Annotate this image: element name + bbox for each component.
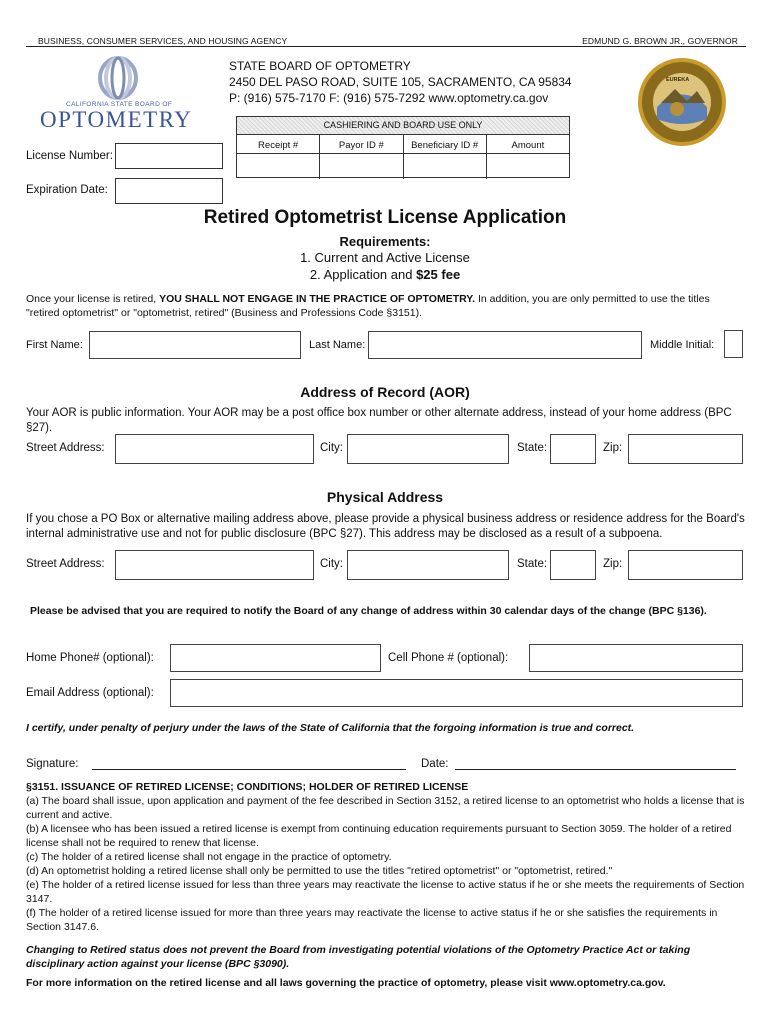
license-number-field[interactable] (115, 143, 223, 169)
cell-phone-field[interactable] (529, 644, 743, 672)
seal-motto: EUREKA (666, 77, 690, 83)
statute-e: (e) The holder of a retired license issued for less than three years may reactivate the license to active status if he or she meets the requirements of Section 3147. (26, 879, 745, 905)
physical-city-label: City: (320, 558, 343, 570)
aor-state-label: State: (517, 442, 548, 454)
cash-col-receipt: Receipt # (237, 135, 320, 179)
statute-section (26, 780, 746, 934)
board-info (229, 58, 572, 106)
seal-icon (637, 57, 727, 147)
statute-d: (d) An optometrist holding a retired license shall only be permitted to use the titles "retired optometrist" or "optometrist, retired." (26, 865, 613, 877)
first-name-label: First Name: (26, 339, 83, 351)
logo-caption: CALIFORNIA STATE BOARD OF (66, 101, 173, 108)
date-line[interactable] (455, 769, 736, 770)
cell-phone-label: Cell Phone # (optional): (388, 652, 509, 664)
cash-col-beneficiary: Beneficiary ID # (404, 135, 487, 179)
logo-wordmark: OPTOMETRY (40, 107, 193, 132)
email-label: Email Address (optional): (26, 687, 154, 699)
expiration-date-label: Expiration Date: (26, 184, 108, 196)
page-title: Retired Optometrist License Application (203, 207, 567, 228)
requirement-1: 1. Current and Active License (300, 250, 470, 265)
agency-header: BUSINESS, CONSUMER SERVICES, AND HOUSING AGENCY (38, 36, 288, 46)
disciplinary-disclaimer: Changing to Retired status does not prevent the Board from investigating potential violations of the Optometry Practice Act or taking disciplinary action against your license (BPC §3090). (26, 944, 691, 970)
statute-heading: §3151. ISSUANCE OF RETIRED LICENSE; CONDITIONS; HOLDER OF RETIRED LICENSE (26, 781, 469, 793)
physical-street-label: Street Address: (26, 558, 105, 570)
requirements-heading: Requirements: (339, 234, 431, 249)
change-of-address-advisory: Please be advised that you are required to notify the Board of any change of address within 30 calendar days of the change (BPC §136). (30, 605, 707, 617)
aor-zip-field[interactable] (628, 434, 743, 464)
cashiering-table (236, 116, 570, 178)
board-name: STATE BOARD OF OPTOMETRY (229, 59, 411, 73)
optometry-logo (36, 55, 204, 135)
home-phone-label: Home Phone# (optional): (26, 652, 154, 664)
cashiering-title: CASHIERING AND BOARD USE ONLY (237, 117, 569, 135)
date-label: Date: (421, 758, 449, 770)
physical-street-field[interactable] (115, 550, 314, 580)
state-seal (637, 57, 727, 147)
rings-icon (36, 55, 204, 101)
header-divider (26, 46, 746, 47)
physical-city-field[interactable] (347, 550, 509, 580)
aor-street-label: Street Address: (26, 442, 105, 454)
aor-city-field[interactable] (347, 434, 509, 464)
physical-heading: Physical Address (326, 489, 444, 505)
physical-description: If you chose a PO Box or alternative mailing address above, please provide a physical business address or residence address for the Board's internal administrative use and not for public disclosure (BPC §27). This address may be disclosed as a result of a subpoena. (26, 513, 745, 540)
signature-label: Signature: (26, 758, 79, 770)
email-field[interactable] (170, 679, 743, 707)
board-contact: P: (916) 575-7170 F: (916) 575-7292 www.optometry.ca.gov (229, 91, 549, 105)
requirement-2: 2. Application and $25 fee (309, 267, 461, 282)
aor-zip-label: Zip: (603, 442, 623, 454)
governor-header: EDMUND G. BROWN JR., GOVERNOR (582, 36, 738, 46)
aor-description: Your AOR is public information. Your AOR may be a post office box number or other alternate address, instead of your home address (BPC §27). (26, 407, 732, 434)
board-address: 2450 DEL PASO ROAD, SUITE 105, SACRAMENTO, CA 95834 (229, 75, 572, 89)
home-phone-field[interactable] (170, 644, 381, 672)
physical-state-label: State: (517, 558, 548, 570)
physical-zip-label: Zip: (603, 558, 623, 570)
certification-statement: I certify, under penalty of perjury under the laws of the State of California that the forgoing information is true and correct. (26, 722, 635, 734)
statute-b: (b) A licensee who has been issued a retired license is exempt from continuing education requirements pursuant to Section 3059. The holder of a retired license shall not be required to renew that license. (26, 823, 732, 849)
license-number-label: License Number: (26, 150, 113, 162)
last-name-field[interactable] (368, 331, 642, 359)
last-name-label: Last Name: (309, 339, 366, 351)
expiration-date-field[interactable] (115, 178, 223, 204)
physical-zip-field[interactable] (628, 550, 743, 580)
middle-initial-label: Middle Initial: (650, 339, 715, 351)
middle-initial-field[interactable] (724, 330, 743, 358)
aor-state-field[interactable] (550, 434, 596, 464)
footer-info: For more information on the retired license and all laws governing the practice of optometry, please visit www.optometry.ca.gov. (26, 977, 666, 989)
signature-line[interactable] (92, 769, 406, 770)
aor-street-field[interactable] (115, 434, 314, 464)
cash-col-payor: Payor ID # (320, 135, 403, 179)
aor-city-label: City: (320, 442, 343, 454)
cash-col-amount: Amount (487, 135, 569, 179)
aor-heading: Address of Record (AOR) (300, 384, 470, 400)
statute-a: (a) The board shall issue, upon application and payment of the fee described in Section 3152, a retired license to an optometrist who holds a license that is current and active. (26, 795, 745, 821)
statute-f: (f) The holder of a retired license issued for more than three years may reactivate the license to active status if he or she satisfies the requirements in Section 3147.6. (26, 907, 718, 933)
first-name-field[interactable] (89, 331, 301, 359)
statute-c: (c) The holder of a retired license shall not engage in the practice of optometry. (26, 851, 392, 863)
retired-notice: Once your license is retired, YOU SHALL NOT ENGAGE IN THE PRACTICE OF OPTOMETRY. In addition, you are only permitted to use the titles "retired optometrist" or "optometrist, retired" (Business and Professions Code §3151). (26, 293, 710, 319)
physical-state-field[interactable] (550, 550, 596, 580)
